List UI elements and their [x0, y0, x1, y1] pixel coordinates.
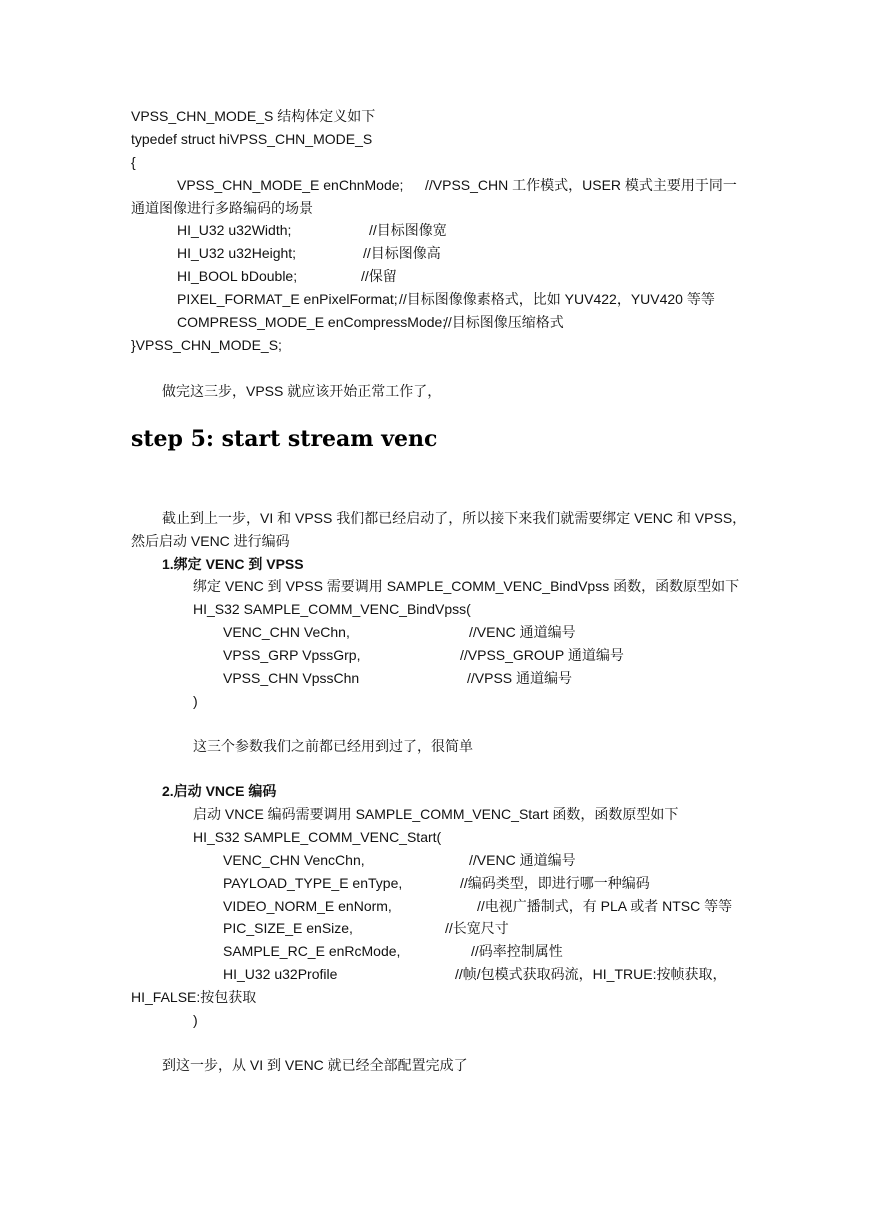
section2-param-comment: //帧/包模式获取码流，HI_TRUE:按帧获取，	[455, 966, 727, 982]
struct-field-comment: //目标图像高	[363, 245, 441, 261]
after-struct-text: 做完这三步，VPSS 就应该开始正常工作了，	[162, 383, 442, 399]
section2-param-comment: //码率控制属性	[471, 943, 563, 959]
intro-paragraph-line1: 截止到上一步，VI 和 VPSS 我们都已经启动了，所以接下来我们就需要绑定 VENC 和 VPSS，	[162, 510, 747, 526]
struct-field-decl: PIXEL_FORMAT_E enPixelFormat;	[177, 291, 398, 307]
struct-intro: VPSS_CHN_MODE_S 结构体定义如下	[131, 108, 376, 124]
section2-param-decl: SAMPLE_RC_E enRcMode,	[223, 943, 401, 959]
section2-param-comment: //电视广播制式，有 PLA 或者 NTSC 等等	[477, 898, 733, 914]
section2-param-decl: VENC_CHN VencChn,	[223, 852, 365, 868]
section2-param-comment-wrap: HI_FALSE:按包获取	[131, 989, 257, 1005]
struct-field-comment: //保留	[361, 268, 397, 284]
struct-field-decl: VPSS_CHN_MODE_E enChnMode;	[177, 177, 404, 193]
section2-param-comment: //编码类型，即进行哪一种编码	[460, 875, 650, 891]
section2-param-decl: PIC_SIZE_E enSize,	[223, 920, 353, 936]
struct-field-decl: COMPRESS_MODE_E enCompressMode;	[177, 314, 447, 330]
section1-close: )	[193, 693, 198, 709]
section-heading: step 5: start stream venc	[131, 426, 438, 452]
section2-param-decl: VIDEO_NORM_E enNorm,	[223, 898, 392, 914]
struct-field-decl: HI_U32 u32Width;	[177, 222, 292, 238]
intro-paragraph-line2: 然后启动 VENC 进行编码	[131, 533, 290, 549]
section1-note: 这三个参数我们之前都已经用到过了，很简单	[193, 738, 473, 754]
section2-desc: 启动 VNCE 编码需要调用 SAMPLE_COMM_VENC_Start 函数，函数原型如下	[193, 806, 679, 822]
section1-title: 1.绑定 VENC 到 VPSS	[162, 556, 304, 572]
section2-param-decl: PAYLOAD_TYPE_E enType,	[223, 875, 403, 891]
section1-param-comment: //VENC 通道编号	[469, 624, 576, 640]
struct-field-decl: HI_BOOL bDouble;	[177, 268, 298, 284]
struct-field-comment: //目标图像宽	[369, 222, 447, 238]
section1-param-decl: VPSS_CHN VpssChn	[223, 670, 360, 686]
struct-field-comment: //目标图像压缩格式	[444, 314, 564, 330]
struct-field-comment: //VPSS_CHN 工作模式，USER 模式主要用于同一	[425, 177, 737, 193]
struct-field-comment: //目标图像像素格式，比如 YUV422，YUV420 等等	[399, 291, 715, 307]
struct-open-brace: {	[131, 154, 136, 170]
struct-field-comment-wrap: 通道图像进行多路编码的场景	[131, 200, 313, 216]
section1-desc: 绑定 VENC 到 VPSS 需要调用 SAMPLE_COMM_VENC_BindVpss 函数，函数原型如下	[193, 578, 740, 594]
section2-param-comment: //长宽尺寸	[445, 920, 509, 936]
struct-close: }VPSS_CHN_MODE_S;	[131, 337, 282, 353]
section2-title: 2.启动 VNCE 编码	[162, 783, 277, 799]
struct-typedef: typedef struct hiVPSS_CHN_MODE_S	[131, 131, 373, 147]
conclusion-text: 到这一步，从 VI 到 VENC 就已经全部配置完成了	[162, 1057, 468, 1073]
section2-param-decl: HI_U32 u32Profile	[223, 966, 338, 982]
section2-close: )	[193, 1012, 198, 1028]
section1-param-comment: //VPSS_GROUP 通道编号	[460, 647, 624, 663]
section2-signature: HI_S32 SAMPLE_COMM_VENC_Start(	[193, 829, 442, 845]
section1-param-decl: VPSS_GRP VpssGrp,	[223, 647, 361, 663]
section1-param-decl: VENC_CHN VeChn,	[223, 624, 350, 640]
section2-param-comment: //VENC 通道编号	[469, 852, 576, 868]
section1-signature: HI_S32 SAMPLE_COMM_VENC_BindVpss(	[193, 601, 471, 617]
struct-field-decl: HI_U32 u32Height;	[177, 245, 297, 261]
section1-param-comment: //VPSS 通道编号	[467, 670, 573, 686]
